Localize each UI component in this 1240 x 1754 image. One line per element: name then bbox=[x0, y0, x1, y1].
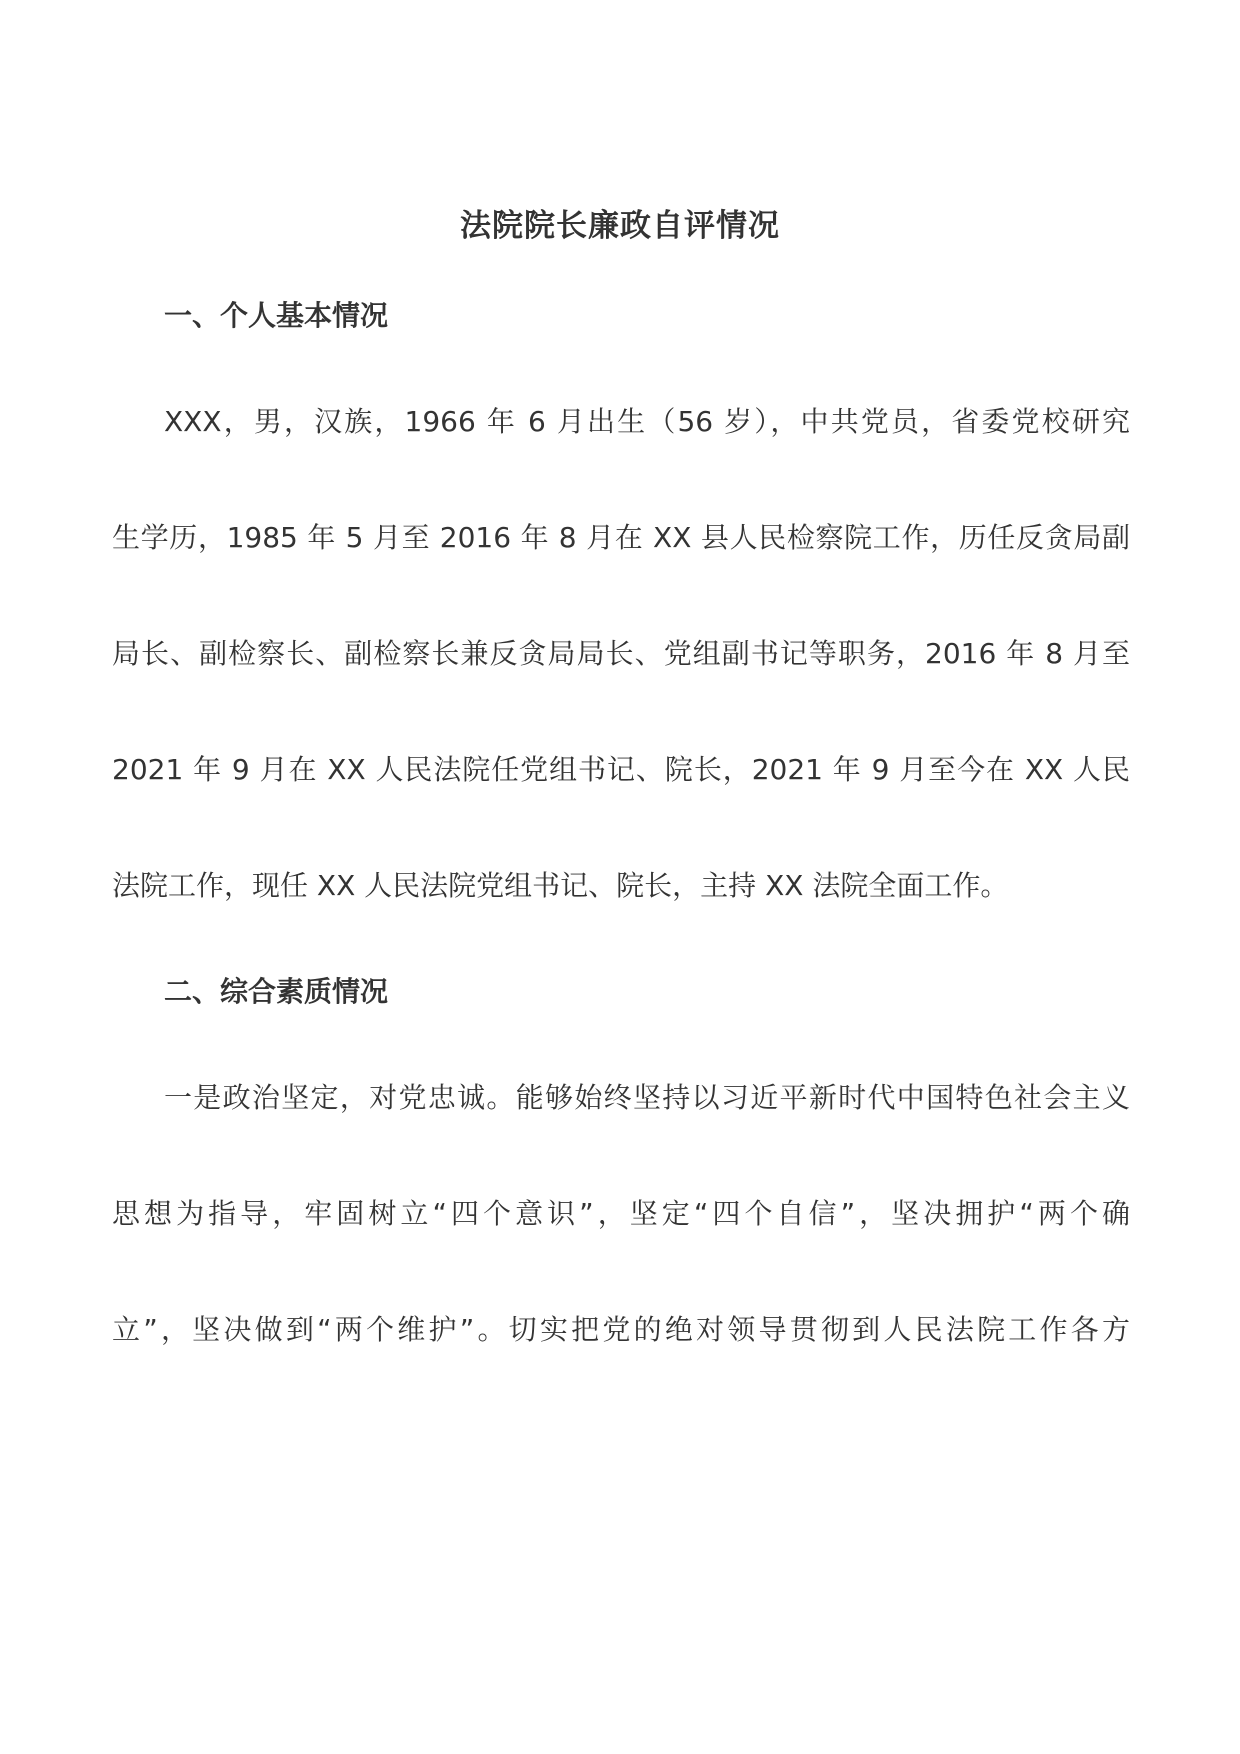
section-heading-basic-info: 一、个人基本情况 bbox=[164, 299, 389, 332]
paragraph-line: 一是政治坚定，对党忠诚。能够始终坚持以习近平新时代中国特色社会主义 bbox=[164, 1081, 1130, 1114]
paragraph-line: 局长、副检察长、副检察长兼反贪局局长、党组副书记等职务，2016 年 8 月至 bbox=[112, 637, 1130, 670]
document-title: 法院院长廉政自评情况 bbox=[460, 208, 780, 244]
section-heading-overall-quality: 二、综合素质情况 bbox=[164, 975, 389, 1008]
paragraph-line: 思想为指导，牢固树立“四个意识”，坚定“四个自信”，坚决拥护“两个确 bbox=[112, 1197, 1130, 1230]
paragraph-line: 2021 年 9 月在 XX 人民法院任党组书记、院长，2021 年 9 月至今在 XX 人民 bbox=[112, 753, 1130, 786]
paragraph-line: XXX，男，汉族，1966 年 6 月出生（56 岁），中共党员，省委党校研究 bbox=[164, 405, 1130, 438]
paragraph-line: 生学历，1985 年 5 月至 2016 年 8 月在 XX 县人民检察院工作，历任反贪局副 bbox=[112, 521, 1130, 554]
paragraph-line: 立”，坚决做到“两个维护”。切实把党的绝对领导贯彻到人民法院工作各方 bbox=[112, 1313, 1130, 1346]
paragraph-line: 法院工作，现任 XX 人民法院党组书记、院长，主持 XX 法院全面工作。 bbox=[112, 869, 1009, 902]
